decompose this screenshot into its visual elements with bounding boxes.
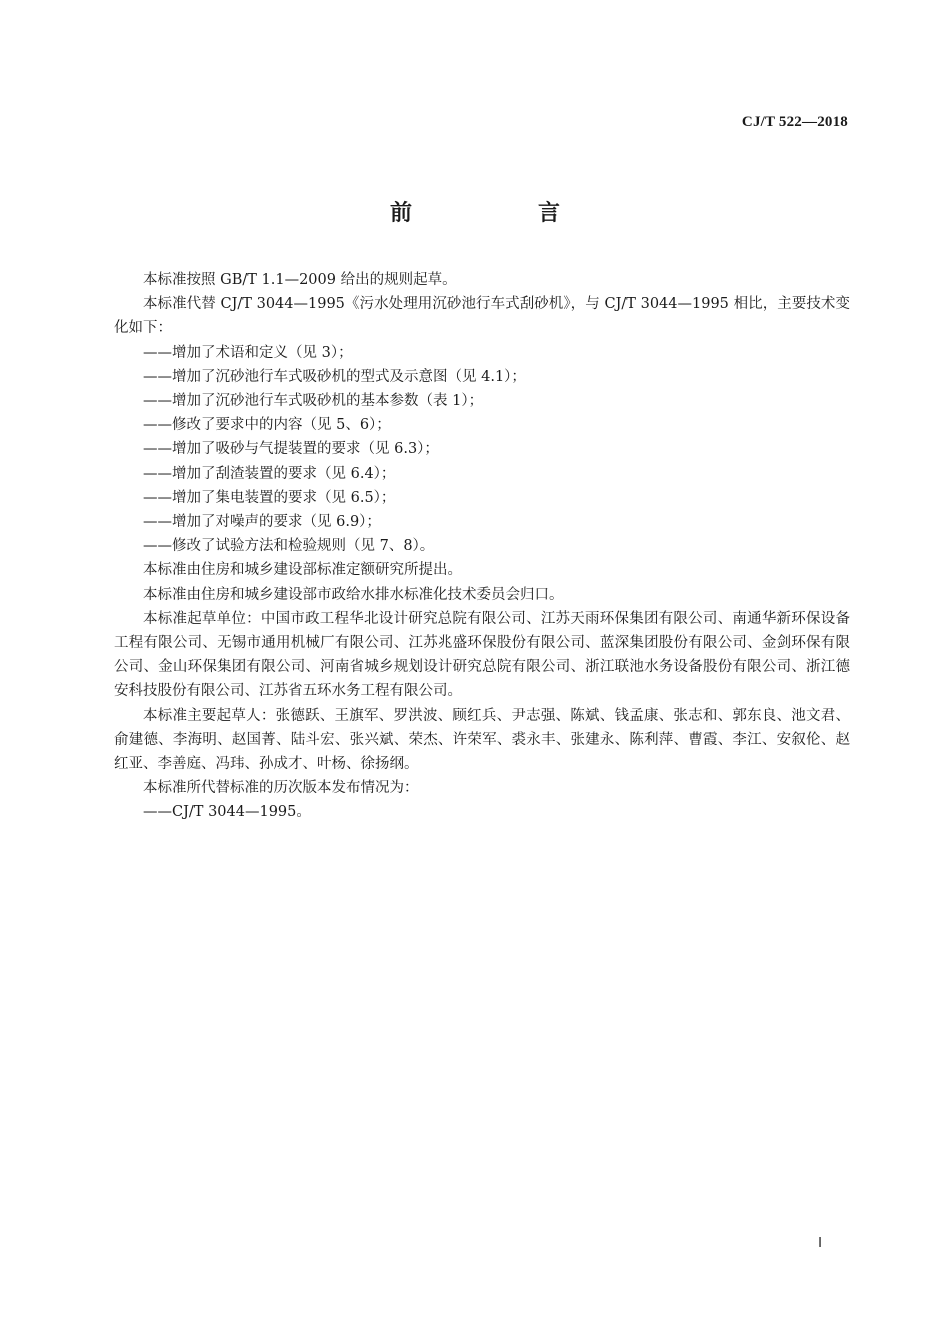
change-item: ——增加了对噪声的要求（见 6.9）； [143, 514, 381, 531]
paragraph-drafting-units: 本标准起草单位：中国市政工程华北设计研究总院有限公司、江苏天雨环保集团有限公司、南通华新环保设备工程有限公司、无锡市通用机械厂有限公司、江苏兆盛环保股份有限公司、蓝深集团股份有限公司、金剑环保有限公司、金山环保集团有限公司、河南省城乡规划设计研究总院有限公司、浙江联池水务设备股份有限公司、浙江德安科技股份有限公司、江苏省五环水务工程有限公司。 [114, 610, 850, 700]
page-title: 前 言 [389, 201, 612, 226]
paragraph-drafters: 本标准主要起草人：张德跃、王旗军、罗洪波、顾红兵、尹志强、陈斌、钱孟康、张志和、郭东良、池文君、俞建德、李海明、赵国菁、陆斗宏、张兴斌、荣杰、许荣军、裘永丰、张建永、陈利萍、曹霞、李江、安叙伦、赵红亚、李善庭、冯玮、孙成才、叶杨、徐扬纲。 [114, 707, 850, 773]
change-item: ——增加了集电装置的要求（见 6.5）； [143, 489, 396, 506]
paragraph-proposer: 本标准由住房和城乡建设部标准定额研究所提出。 [143, 562, 462, 579]
paragraph-history-intro: 本标准所代替标准的历次版本发布情况为： [143, 780, 419, 797]
change-item: ——修改了试验方法和检验规则（见 7、8）。 [143, 538, 435, 555]
change-item: ——增加了吸砂与气提装置的要求（见 6.3）； [143, 441, 439, 458]
change-item: ——修改了要求中的内容（见 5、6）； [143, 417, 391, 434]
paragraph-committee: 本标准由住房和城乡建设部市政给水排水标准化技术委员会归口。 [143, 586, 564, 603]
change-item: ——增加了沉砂池行车式吸砂机的基本参数（表 1）； [143, 393, 484, 410]
paragraph-drafting-rules: 本标准按照 GB/T 1.1—2009 给出的规则起草。 [143, 272, 457, 288]
page-number: I [818, 1236, 822, 1251]
change-item: ——增加了沉砂池行车式吸砂机的型式及示意图（见 4.1）； [143, 368, 526, 385]
history-item: ——CJ/T 3044—1995。 [143, 804, 311, 821]
change-item: ——增加了术语和定义（见 3）； [143, 344, 353, 361]
change-item: ——增加了刮渣装置的要求（见 6.4）； [143, 465, 396, 482]
paragraph-replacement: 本标准代替 CJ/T 3044—1995《污水处理用沉砂池行车式刮砂机》，与 CJ/T 3044—1995 相比，主要技术变化如下： [114, 296, 850, 337]
standard-code: CJ/T 522—2018 [741, 114, 848, 130]
foreword-body [114, 268, 850, 825]
